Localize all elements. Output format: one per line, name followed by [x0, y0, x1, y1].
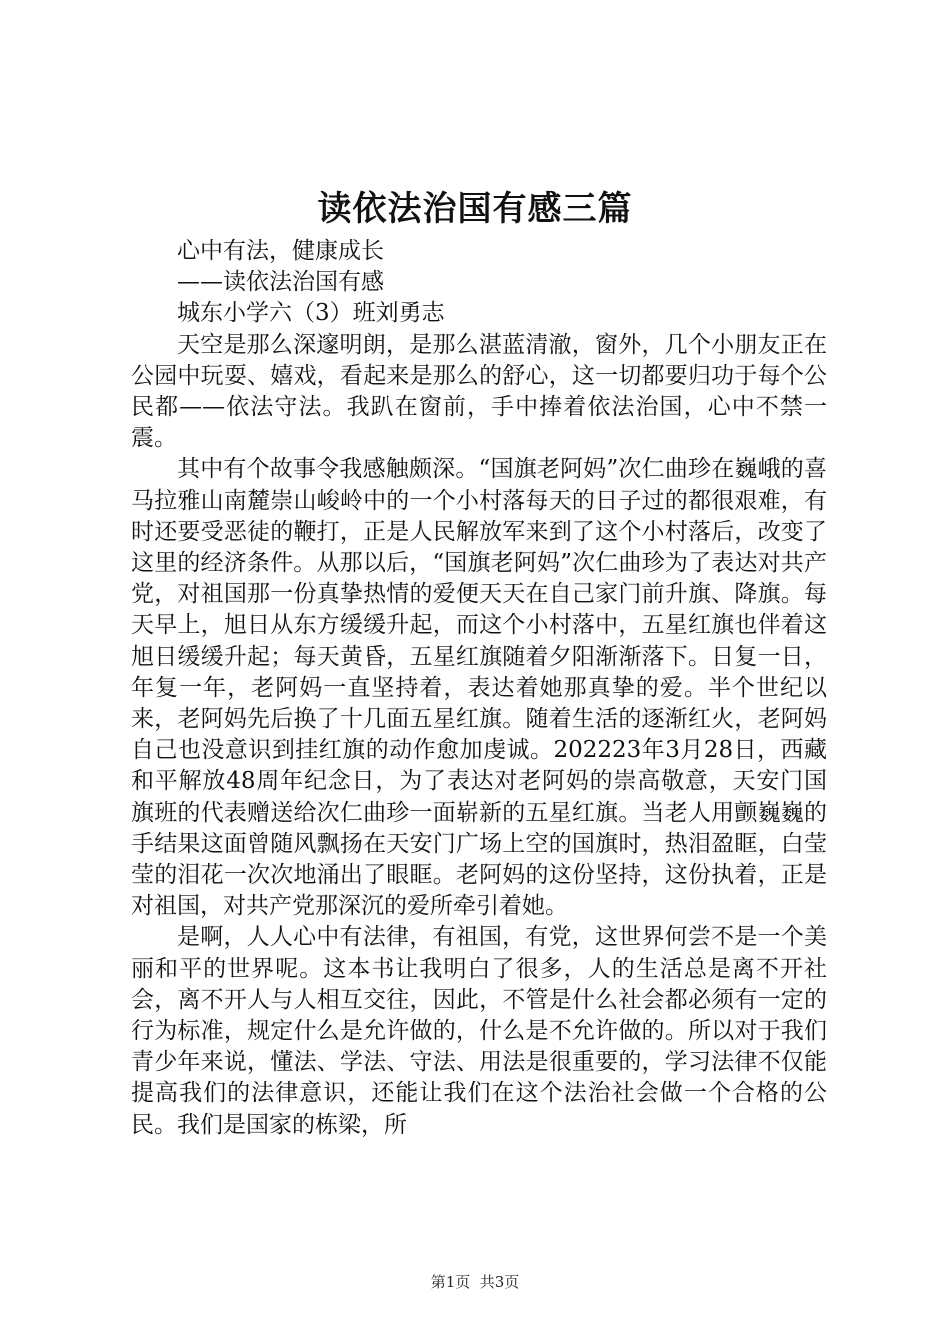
subtitle-line: ——读依法治国有感 [177, 269, 384, 296]
document-body [131, 236, 827, 1141]
page-number: 第1页 共3页 [430, 1273, 520, 1291]
paragraph: 是啊，人人心中有法律，有祖国，有党，这世界何尝不是一个美丽和平的世界呢。这本书让我明白了很多，人的生活总是离不开社会，离不开人与人相互交往，因此，不管是什么社会都必须有一定的行为标准，规定什么是允许做的，什么是不允许做的。所以对于我们青少年来说，懂法、学法、守法、用法是很重要的，学习法律不仅能提高我们的法律意识，还能让我们在这个法治社会做一个合格的公民。我们是国家的栋梁，所 [131, 924, 827, 1138]
author-line: 城东小学六（3）班刘勇志 [177, 300, 445, 327]
subtitle-line: 心中有法，健康成长 [177, 238, 384, 264]
paragraph: 天空是那么深邃明朗，是那么湛蓝清澈，窗外，几个小朋友正在公园中玩耍、嬉戏，看起来是那么的舒心，这一切都要归功于每个公民都——依法守法。我趴在窗前，手中捧着依法治国，心中不禁一震。 [131, 331, 827, 452]
paragraph: 其中有个故事令我感触颇深。“国旗老阿妈”次仁曲珍在巍峨的喜马拉雅山南麓崇山峻岭中的一个小村落每天的日子过的都很艰难，有时还要受恶徒的鞭打，正是人民解放军来到了这个小村落后，改变了这里的经济条件。从那以后，“国旗老阿妈”次仁曲珍为了表达对共产党，对祖国那一份真挚热情的爱便天天在自己家门前升旗、降旗。每天早上，旭日从东方缓缓升起，而这个小村落中，五星红旗也伴着这旭日缓缓升起；每天黄昏，五星红旗随着夕阳渐渐落下。日复一日，年复一年，老阿妈一直坚持着，表达着她那真挚的爱。半个世纪以来，老阿妈先后换了十几面五星红旗。随着生活的逐渐红火，老阿妈自己也没意识到挂红旗的动作愈加虔诚。202223年3月28日，西藏和平解放48周年纪念日，为了表达对老阿妈的崇高敬意，天安门国旗班的代表赠送给次仁曲珍一面崭新的五星红旗。当老人用颤巍巍的手结果这面曾随风飘扬在天安门广场上空的国旗时，热泪盈眶，白莹莹的泪花一次次地涌出了眼眶。老阿妈的这份坚持，这份执着，正是对祖国，对共产党那深沉的爱所牵引着她。 [131, 456, 827, 920]
page-footer [0, 1272, 950, 1292]
document-title: 读依法治国有感三篇 [317, 189, 633, 229]
